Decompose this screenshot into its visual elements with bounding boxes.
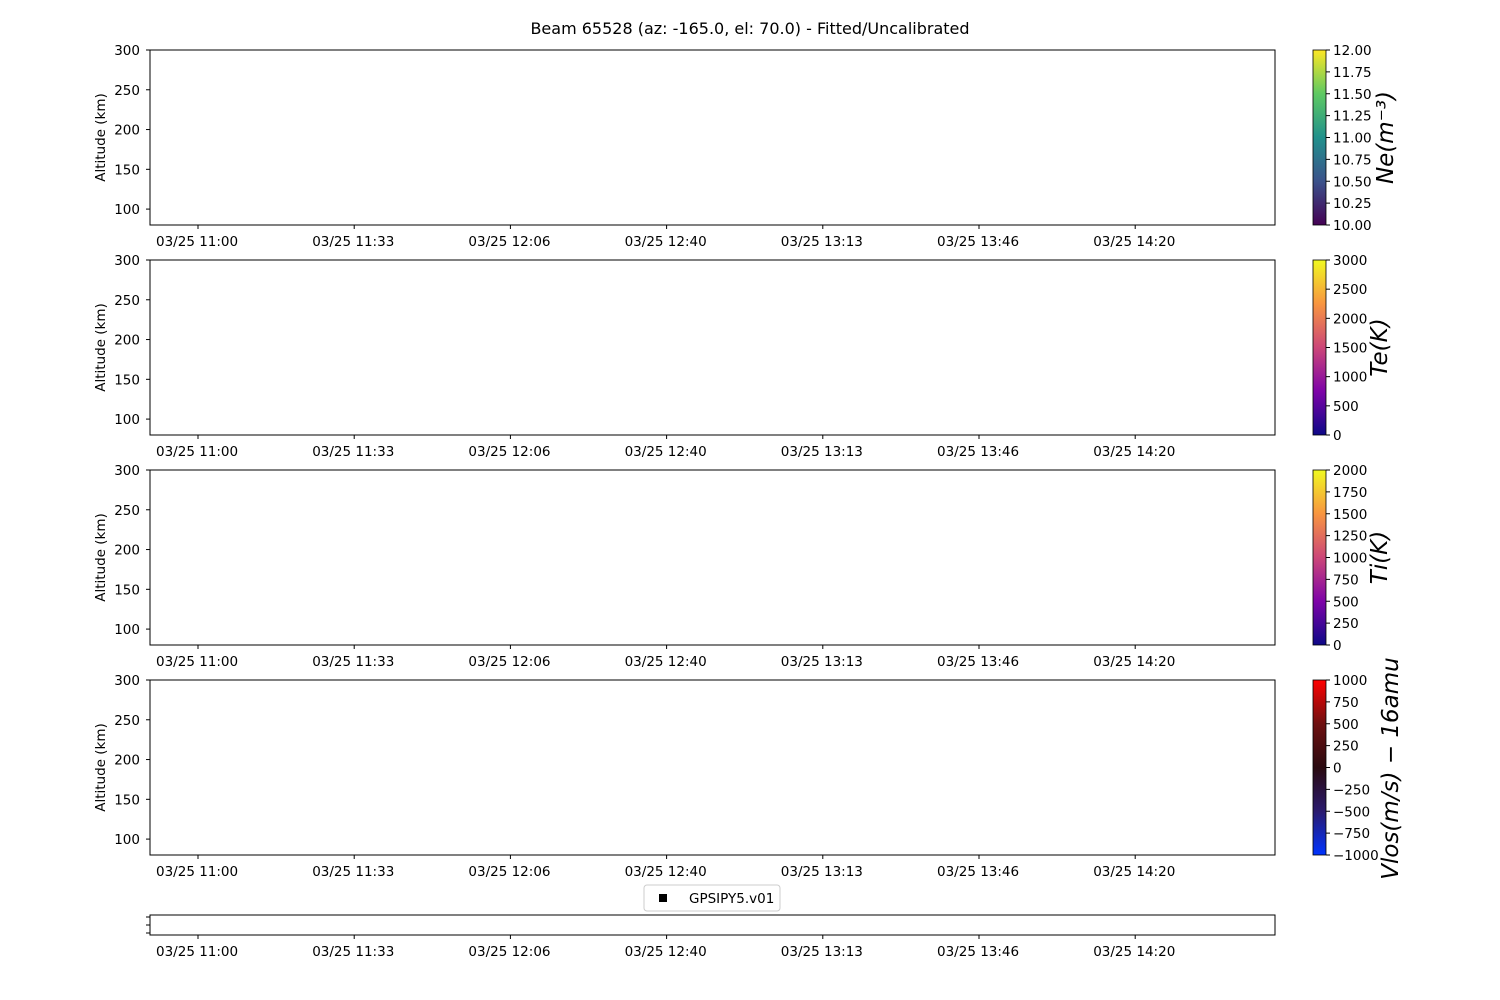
x-tick-label: 03/25 11:00 bbox=[156, 864, 239, 880]
colorbar-tick-label: 750 bbox=[1333, 572, 1359, 589]
plot-area bbox=[150, 260, 1275, 435]
y-tick-label: 100 bbox=[114, 202, 140, 219]
x-tick-label: 03/25 12:40 bbox=[624, 234, 707, 250]
colorbar-tick-label: 10.50 bbox=[1333, 174, 1372, 191]
y-tick-label: 100 bbox=[114, 412, 140, 429]
y-axis-label: Altitude (km) bbox=[93, 303, 109, 392]
colorbar-tick-label: 11.25 bbox=[1333, 108, 1372, 125]
x-tick-label: 03/25 13:46 bbox=[937, 444, 1020, 460]
chart-panel-5 bbox=[146, 885, 1275, 960]
colorbar-tick-label: 11.50 bbox=[1333, 86, 1372, 103]
y-tick-label: 150 bbox=[114, 162, 140, 179]
x-tick-label: 03/25 14:20 bbox=[1093, 654, 1176, 670]
y-axis-label: Altitude (km) bbox=[93, 723, 109, 812]
plot-area bbox=[150, 915, 1275, 935]
colorbar-tick-label: 1750 bbox=[1333, 484, 1368, 501]
chart-panel-3 bbox=[93, 463, 1393, 670]
y-tick-label: 300 bbox=[114, 463, 140, 479]
colorbar-tick-label: 750 bbox=[1333, 694, 1359, 711]
colorbar-tick-label: 1500 bbox=[1333, 340, 1368, 357]
colorbar-label: Te(K) bbox=[1367, 318, 1393, 377]
x-tick-label: 03/25 14:20 bbox=[1093, 944, 1176, 960]
y-tick-label: 200 bbox=[114, 122, 140, 139]
chart-panel-2 bbox=[93, 253, 1393, 460]
colorbar-tick-label: 11.00 bbox=[1333, 130, 1372, 147]
y-axis-label: Altitude (km) bbox=[93, 513, 109, 602]
colorbar-tick-label: 0 bbox=[1333, 428, 1342, 444]
plot-area bbox=[150, 50, 1275, 225]
y-tick-label: 200 bbox=[114, 542, 140, 559]
x-tick-label: 03/25 13:46 bbox=[937, 234, 1020, 250]
x-tick-label: 03/25 12:06 bbox=[468, 654, 551, 670]
colorbar-tick-label: 1000 bbox=[1333, 369, 1368, 386]
y-tick-label: 150 bbox=[114, 792, 140, 809]
colorbar-tick-label: 1000 bbox=[1333, 673, 1368, 689]
x-tick-label: 03/25 13:46 bbox=[937, 654, 1020, 670]
x-tick-label: 03/25 11:33 bbox=[312, 444, 395, 460]
x-tick-label: 03/25 11:00 bbox=[156, 234, 239, 250]
colorbar-tick-label: 250 bbox=[1333, 616, 1359, 633]
x-tick-label: 03/25 13:13 bbox=[780, 864, 863, 880]
x-tick-label: 03/25 11:33 bbox=[312, 234, 395, 250]
y-tick-label: 300 bbox=[114, 673, 140, 689]
colorbar bbox=[1313, 680, 1326, 855]
x-tick-label: 03/25 13:13 bbox=[780, 234, 863, 250]
y-tick-label: 250 bbox=[114, 82, 140, 99]
colorbar-tick-label: 250 bbox=[1333, 738, 1359, 755]
colorbar-tick-label: 12.00 bbox=[1333, 43, 1372, 59]
x-tick-label: 03/25 13:13 bbox=[780, 944, 863, 960]
x-tick-label: 03/25 12:06 bbox=[468, 444, 551, 460]
y-tick-label: 300 bbox=[114, 43, 140, 59]
plot-area bbox=[150, 680, 1275, 855]
colorbar-tick-label: 3000 bbox=[1333, 253, 1368, 269]
x-tick-label: 03/25 12:06 bbox=[468, 234, 551, 250]
y-tick-label: 150 bbox=[114, 372, 140, 389]
y-tick-label: 250 bbox=[114, 292, 140, 309]
colorbar-tick-label: 1250 bbox=[1333, 528, 1368, 545]
y-tick-label: 150 bbox=[114, 582, 140, 599]
colorbar-label: Ti(K) bbox=[1367, 530, 1393, 585]
chart-panel-4 bbox=[93, 657, 1404, 880]
legend-label: GPSIPY5.v01 bbox=[689, 891, 775, 907]
y-tick-label: 100 bbox=[114, 622, 140, 639]
x-tick-label: 03/25 14:20 bbox=[1093, 234, 1176, 250]
chart-panel-1 bbox=[93, 43, 1399, 250]
colorbar-tick-label: 1000 bbox=[1333, 550, 1368, 567]
x-tick-label: 03/25 12:40 bbox=[624, 864, 707, 880]
colorbar-tick-label: −1000 bbox=[1333, 848, 1379, 864]
y-tick-label: 200 bbox=[114, 332, 140, 349]
colorbar-tick-label: 500 bbox=[1333, 594, 1359, 611]
colorbar-label: Ne(m⁻³) bbox=[1373, 90, 1399, 185]
legend-marker bbox=[659, 894, 667, 902]
colorbar-tick-label: −750 bbox=[1333, 826, 1371, 843]
colorbar-tick-label: 1500 bbox=[1333, 506, 1368, 523]
x-tick-label: 03/25 13:46 bbox=[937, 944, 1020, 960]
x-tick-label: 03/25 12:06 bbox=[468, 944, 551, 960]
colorbar-tick-label: 2000 bbox=[1333, 463, 1368, 479]
y-axis-label: Altitude (km) bbox=[93, 93, 109, 182]
panels bbox=[93, 43, 1404, 960]
x-tick-label: 03/25 13:46 bbox=[937, 864, 1020, 880]
colorbar-tick-label: 2500 bbox=[1333, 282, 1368, 299]
y-tick-label: 100 bbox=[114, 832, 140, 849]
colorbar-label: Vlos(m/s) − 16amu bbox=[1378, 657, 1404, 880]
colorbar-tick-label: −500 bbox=[1333, 804, 1371, 821]
x-tick-label: 03/25 12:40 bbox=[624, 444, 707, 460]
colorbar bbox=[1313, 470, 1326, 645]
x-tick-label: 03/25 14:20 bbox=[1093, 444, 1176, 460]
x-tick-label: 03/25 12:06 bbox=[468, 864, 551, 880]
x-tick-label: 03/25 11:00 bbox=[156, 444, 239, 460]
colorbar-tick-label: 10.25 bbox=[1333, 196, 1372, 213]
colorbar-tick-label: 500 bbox=[1333, 716, 1359, 733]
y-tick-label: 250 bbox=[114, 502, 140, 519]
x-tick-label: 03/25 11:33 bbox=[312, 654, 395, 670]
colorbar bbox=[1313, 260, 1326, 435]
plot-area bbox=[150, 470, 1275, 645]
figure-title: Beam 65528 (az: -165.0, el: 70.0) - Fitted/Uncalibrated bbox=[530, 19, 970, 38]
colorbar-tick-label: 2000 bbox=[1333, 311, 1368, 328]
x-tick-label: 03/25 12:40 bbox=[624, 944, 707, 960]
x-tick-label: 03/25 11:33 bbox=[312, 864, 395, 880]
x-tick-label: 03/25 12:40 bbox=[624, 654, 707, 670]
y-tick-label: 300 bbox=[114, 253, 140, 269]
colorbar-tick-label: 500 bbox=[1333, 398, 1359, 415]
y-tick-label: 250 bbox=[114, 712, 140, 729]
colorbar-tick-label: 10.75 bbox=[1333, 152, 1372, 169]
x-tick-label: 03/25 11:00 bbox=[156, 654, 239, 670]
colorbar bbox=[1313, 50, 1326, 225]
colorbar-tick-label: 11.75 bbox=[1333, 64, 1372, 81]
x-tick-label: 03/25 14:20 bbox=[1093, 864, 1176, 880]
x-tick-label: 03/25 13:13 bbox=[780, 654, 863, 670]
x-tick-label: 03/25 11:33 bbox=[312, 944, 395, 960]
x-tick-label: 03/25 11:00 bbox=[156, 944, 239, 960]
colorbar-tick-label: 0 bbox=[1333, 760, 1342, 777]
legend bbox=[644, 885, 780, 911]
colorbar-tick-label: 10.00 bbox=[1333, 218, 1372, 234]
colorbar-tick-label: −250 bbox=[1333, 782, 1371, 799]
colorbar-tick-label: 0 bbox=[1333, 638, 1342, 654]
x-tick-label: 03/25 13:13 bbox=[780, 444, 863, 460]
y-tick-label: 200 bbox=[114, 752, 140, 769]
